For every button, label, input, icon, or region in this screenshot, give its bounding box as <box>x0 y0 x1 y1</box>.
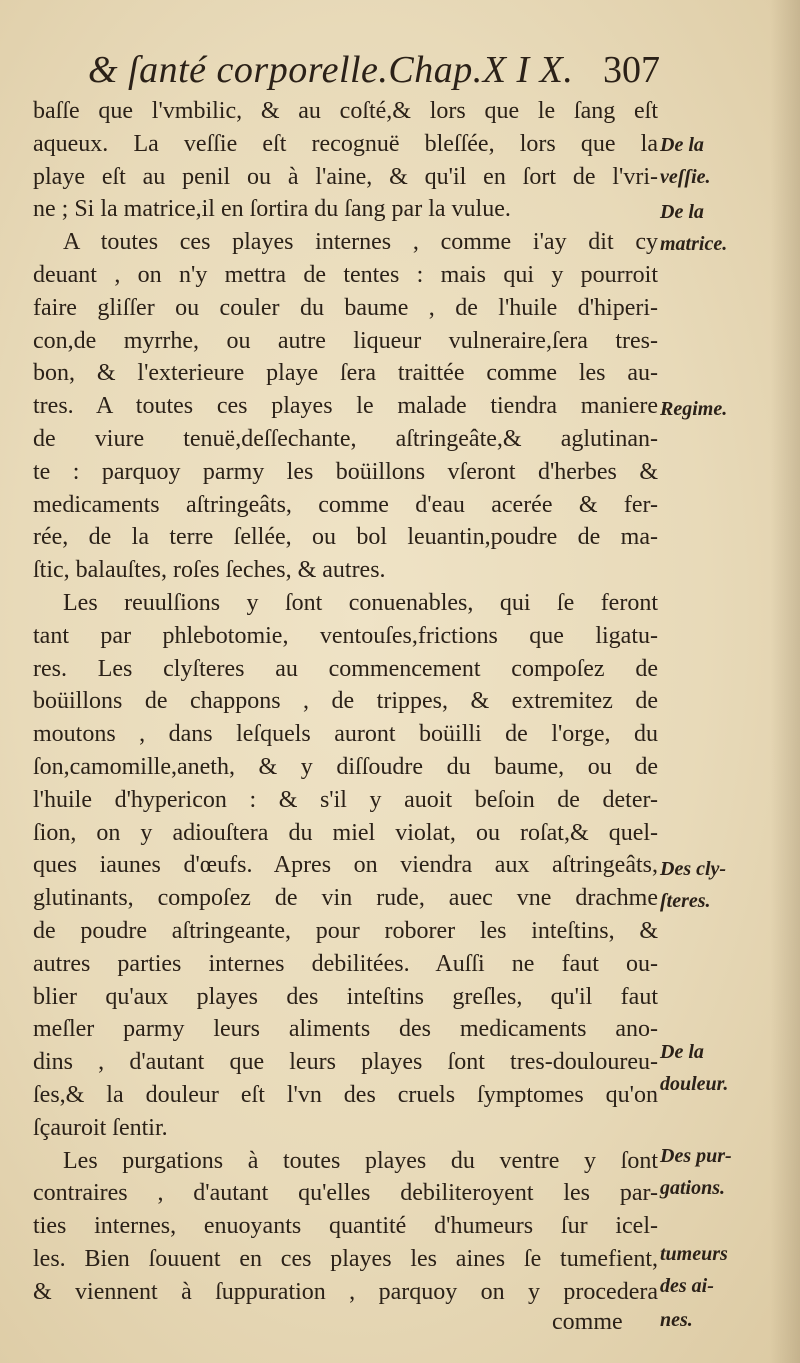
margin-note: De la <box>660 201 704 223</box>
text-line: ſes,& la douleur eſt l'vn des cruels ſymptomes qu'on <box>33 1081 658 1108</box>
margin-note: gations. <box>660 1177 726 1199</box>
text-line: playe eſt au penil ou à l'aine, & qu'il en ſort de l'vri- <box>33 163 658 190</box>
text-line: glutinants, compoſez de vin rude, auec vne drachme <box>33 885 658 912</box>
text-line: tres. A toutes ces playes le malade tiendra maniere <box>33 393 658 420</box>
text-line: res. Les clyſteres au commencement compoſez de <box>33 655 658 682</box>
text-line: & viennent à ſuppuration , parquoy on y procedera <box>33 1278 658 1305</box>
margin-note: matrice. <box>660 233 728 255</box>
text-line: moutons , dans leſquels auront boüilli de l'orge, du <box>33 721 658 748</box>
text-line: dins , d'autant que leurs playes ſont tres-douloureu- <box>33 1049 658 1076</box>
text-line: tant par phlebotomie, ventouſes,frictions que ligatu- <box>33 622 658 649</box>
margin-note: des ai- <box>660 1275 714 1297</box>
text-line: ſion, on y adiouſtera du miel violat, ou roſat,& quel- <box>33 819 658 846</box>
text-line: rée, de la terre ſellée, ou bol leuantin,poudre de ma- <box>33 524 658 551</box>
text-line: A toutes ces playes internes , comme i'ay dit cy <box>63 229 658 256</box>
body-text <box>33 95 658 1308</box>
text-line: medicaments aſtringeâts, comme d'eau acerée & fer- <box>33 491 658 518</box>
text-line: Les reuulſions y ſont conuenables, qui ſe feront <box>63 589 658 616</box>
margin-note: nes. <box>660 1309 693 1331</box>
text-line: blier qu'aux playes des inteſtins greſles, qu'il faut <box>33 983 658 1010</box>
text-line: faire gliſſer ou couler du baume , de l'huile d'hiperi- <box>33 294 658 321</box>
text-line: contraires , d'autant qu'elles debiliteroyent les par- <box>33 1180 658 1207</box>
text-line: baſſe que l'vmbilic, & au coſté,& lors que le ſang eſt <box>33 98 658 124</box>
text-line: Les purgations à toutes playes du ventre y ſont <box>63 1147 658 1174</box>
text-line: con,de myrrhe, ou autre liqueur vulneraire,ſera tres- <box>33 327 658 354</box>
margin-note: Des pur- <box>660 1145 732 1167</box>
margin-note: tumeurs <box>660 1243 728 1265</box>
text-line: de viure tenuë,deſſechante, aſtringeâte,& aglutinan- <box>33 425 658 452</box>
margin-note: veſſie. <box>660 166 711 188</box>
text-line: ques iaunes d'œufs. Apres on viendra aux aſtringeâts, <box>33 852 658 879</box>
text-line: ſçauroit ſentir. <box>33 1114 168 1141</box>
margin-note: Des cly- <box>660 858 727 880</box>
running-header <box>60 48 660 94</box>
margin-note: ſteres. <box>660 890 711 912</box>
text-line: l'huile d'hypericon : & s'il y auoit beſoin de deter- <box>33 786 658 813</box>
text-line: autres parties internes debilitées. Auſſi ne faut ou- <box>33 950 658 977</box>
text-line: ſtic, balauſtes, roſes ſeches, & autres. <box>33 557 386 584</box>
margin-note: douleur. <box>660 1073 729 1095</box>
running-title: & ſanté corporelle.Chap.X I X. <box>88 49 574 91</box>
margin-note: Regime. <box>660 398 728 420</box>
text-line: ne ; Si la matrice,il en ſortira du ſang par la vulue. <box>33 196 511 223</box>
text-line: te : parquoy parmy les boüillons vſeront d'herbes & <box>33 458 658 485</box>
text-line: boüillons de chappons , de trippes, & extremitez de <box>33 688 658 715</box>
text-line: ties internes, enuoyants quantité d'humeurs ſur icel- <box>33 1213 658 1240</box>
text-line: deuant , on n'y mettra de tentes : mais qui y pourroit <box>33 261 658 288</box>
catchword: comme <box>552 1309 623 1335</box>
page-number: 307 <box>603 49 660 91</box>
text-line: meſler parmy leurs aliments des medicaments ano- <box>33 1016 658 1043</box>
text-line: les. Bien ſouuent en ces playes les aines ſe tumefient, <box>33 1245 658 1272</box>
text-line: bon, & l'exterieure playe ſera traittée comme les au- <box>33 360 658 387</box>
margin-note: De la <box>660 134 704 156</box>
text-line: ſon,camomille,aneth, & y diſſoudre du baume, ou de <box>33 753 658 780</box>
page-spine-shadow <box>770 0 800 1363</box>
margin-note: De la <box>660 1041 704 1063</box>
text-line: aqueux. La veſſie eſt recognuë bleſſée, lors que la <box>33 130 658 157</box>
text-line: de poudre aſtringeante, pour roborer les inteſtins, & <box>33 917 658 944</box>
